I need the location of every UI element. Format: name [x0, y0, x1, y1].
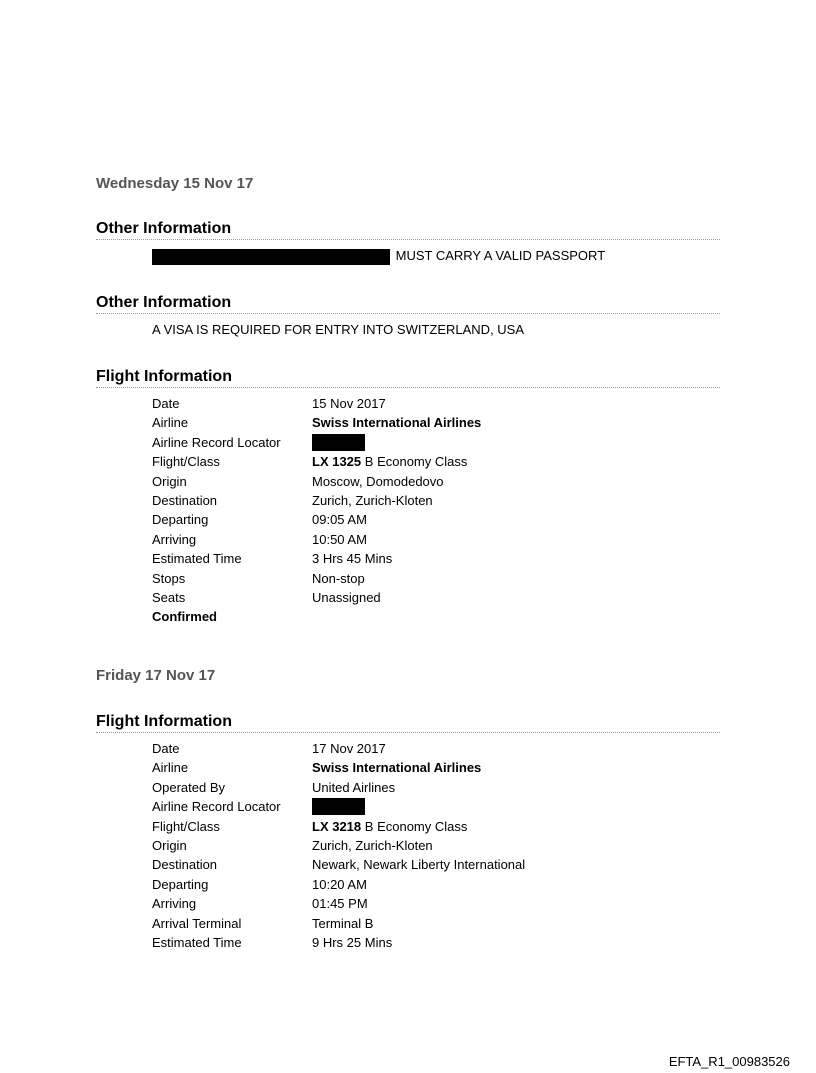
departing-value: 10:20 AM — [312, 876, 367, 892]
arriving-value: 10:50 AM — [312, 531, 367, 547]
departing-label: Departing — [152, 512, 209, 528]
arrival-terminal-label: Arrival Terminal — [152, 915, 242, 931]
detail-row-arrival-terminal — [152, 916, 712, 935]
departing-label: Departing — [152, 876, 209, 892]
estimated-label: Estimated Time — [152, 551, 242, 567]
passport-notice: MUST CARRY A VALID PASSPORT — [395, 248, 606, 263]
estimated-label: Estimated Time — [152, 934, 242, 950]
destination-label: Destination — [152, 492, 218, 508]
redaction-bar — [312, 798, 365, 815]
detail-row-flight-class — [152, 819, 712, 838]
airline-label: Airline — [152, 760, 189, 776]
redaction-bar — [312, 434, 365, 451]
flight-number: LX 3218 — [312, 818, 362, 834]
locator-label: Airline Record Locator — [152, 799, 281, 815]
origin-label: Origin — [152, 837, 187, 853]
other-information-title-2: Other Information — [96, 293, 720, 314]
detail-row-origin — [152, 838, 712, 857]
date-label: Date — [152, 396, 180, 411]
stops-label: Stops — [152, 570, 186, 586]
flight-class-label: Flight/Class — [152, 818, 220, 834]
detail-row-destination — [152, 493, 712, 512]
operated-by-label: Operated By — [152, 779, 225, 795]
detail-row-airline — [152, 760, 712, 779]
detail-row-estimated — [152, 551, 712, 570]
airline-value: Swiss International Airlines — [312, 415, 482, 431]
detail-row-flight-class — [152, 454, 712, 473]
day-heading-2: Friday 17 Nov 17 — [96, 667, 216, 684]
other-information-title-1: Other Information — [96, 219, 720, 240]
day-heading-1: Wednesday 15 Nov 17 — [96, 175, 254, 192]
flight-details-2 — [152, 741, 712, 954]
destination-label: Destination — [152, 857, 218, 873]
flight-class-value — [312, 819, 467, 834]
flight-information-title-2: Flight Information — [96, 712, 720, 733]
date-value: 15 Nov 2017 — [312, 396, 386, 411]
document-id: EFTA_R1_00983526 — [668, 1054, 790, 1069]
detail-row-date — [152, 396, 712, 415]
detail-row-arriving — [152, 896, 712, 915]
airline-value: Swiss International Airlines — [312, 760, 482, 776]
origin-value: Moscow, Domodedovo — [312, 473, 444, 489]
estimated-value: 3 Hrs 45 Mins — [312, 551, 393, 567]
locator-value — [312, 799, 365, 815]
arriving-label: Arriving — [152, 896, 197, 912]
detail-row-stops — [152, 571, 712, 590]
other-information-text-1 — [152, 248, 605, 265]
arriving-label: Arriving — [152, 531, 197, 547]
flight-class-label: Flight/Class — [152, 454, 220, 470]
other-information-text-2: A VISA IS REQUIRED FOR ENTRY INTO SWITZERLAND, USA — [152, 322, 525, 337]
date-label: Date — [152, 741, 180, 756]
status-confirmed: Confirmed — [152, 609, 217, 625]
detail-row-arriving — [152, 532, 712, 551]
locator-value — [312, 435, 365, 451]
date-value: 17 Nov 2017 — [312, 741, 386, 756]
flight-class: B Economy Class — [364, 818, 468, 834]
flight-information-title-1: Flight Information — [96, 367, 720, 388]
detail-row-operated-by — [152, 780, 712, 799]
detail-row-seats — [152, 590, 712, 609]
detail-row-airline — [152, 415, 712, 434]
airline-label: Airline — [152, 415, 189, 431]
detail-row-estimated — [152, 935, 712, 954]
detail-row-origin — [152, 474, 712, 493]
detail-row-departing — [152, 877, 712, 896]
locator-label: Airline Record Locator — [152, 434, 281, 450]
detail-row-status — [152, 609, 712, 628]
estimated-value: 9 Hrs 25 Mins — [312, 934, 393, 950]
seats-label: Seats — [152, 589, 186, 605]
arriving-value: 01:45 PM — [312, 896, 368, 912]
detail-row-destination — [152, 857, 712, 876]
seats-value: Unassigned — [312, 589, 381, 605]
origin-value: Zurich, Zurich-Kloten — [312, 837, 433, 853]
redaction-bar — [152, 249, 390, 265]
flight-number: LX 1325 — [312, 454, 362, 470]
destination-value: Zurich, Zurich-Kloten — [312, 492, 433, 508]
arrival-terminal-value: Terminal B — [312, 915, 374, 931]
flight-details-1 — [152, 396, 712, 629]
flight-class: B Economy Class — [364, 454, 468, 470]
detail-row-date — [152, 741, 712, 760]
detail-row-departing — [152, 512, 712, 531]
departing-value: 09:05 AM — [312, 512, 367, 528]
detail-row-locator — [152, 435, 712, 454]
destination-value: Newark, Newark Liberty International — [312, 857, 526, 873]
detail-row-locator — [152, 799, 712, 818]
operated-by-value: United Airlines — [312, 779, 396, 795]
origin-label: Origin — [152, 473, 187, 489]
flight-class-value — [312, 454, 467, 469]
stops-value: Non-stop — [312, 570, 365, 586]
